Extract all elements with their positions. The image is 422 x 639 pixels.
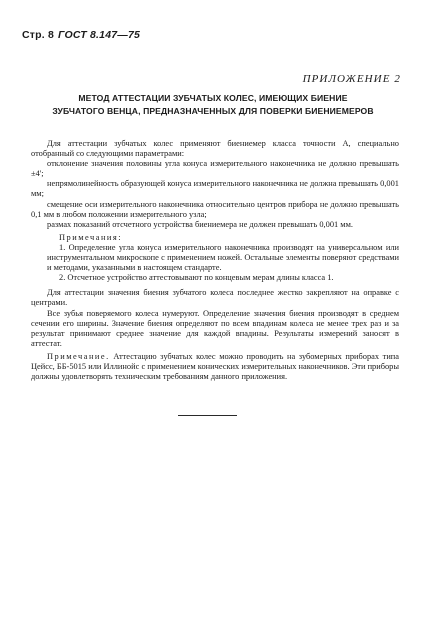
- paragraph-intro: Для аттестации зубчатых колес применяют биениемер класса точности А, специально отобранный со следующими параметрами:: [31, 139, 399, 159]
- title-line-2: ЗУБЧАТОГО ВЕНЦА, ПРЕДНАЗНАЧЕННЫХ ДЛЯ ПОВЕРКИ БИЕНИЕМЕРОВ: [52, 106, 374, 116]
- document-body: [31, 139, 399, 382]
- page-number: Стр. 8: [22, 29, 55, 41]
- standard-number: ГОСТ 8.147—75: [58, 29, 141, 41]
- notes-block: [31, 233, 399, 283]
- paragraph-readout-range: размах показаний отсчетного устройства биениемера не должен превышать 0,001 мм.: [47, 219, 353, 229]
- paragraph-measurement: Все зубья поверяемого колеса нумеруют. Определение значения биения производят в среднем сечении его ширины. Значение биения определяют по всем впадинам колеса не менее трех раз и за результат принимают среднее значение для каждой впадины. Результаты измерений заносят в аттестат.: [31, 308, 399, 348]
- page-header: [22, 29, 140, 41]
- paragraph-final-note: [31, 352, 399, 382]
- paragraph-angle-deviation: отклонение значения половины угла конуса измерительного наконечника не должно превышать ±4';: [31, 159, 399, 179]
- note-1: 1. Определение угла конуса измерительного наконечника производят на универсальном или инструментальном микроскопе с применением ножей. Остальные элементы поверяют средствами и методами, указанными в настоящем стандарте.: [47, 242, 399, 273]
- paragraph-mounting: Для аттестации значения биения зубчатого колеса последнее жестко закрепляют на оправке с центрами.: [31, 288, 399, 308]
- document-title: [48, 92, 378, 118]
- note-2: 2. Отсчетное устройство аттестовывают по концевым мерам длины класса 1.: [59, 273, 334, 283]
- paragraph-axis-offset: смещение оси измерительного наконечника относительно центров прибора не должно превышать 0,1 мм в любом положении измерительного узла;: [31, 199, 399, 219]
- end-rule: [178, 415, 237, 416]
- paragraph-straightness: непрямолинейность образующей конуса измерительного наконечника не должна превышать 0,001 мм;: [31, 179, 399, 199]
- notes-heading: Примечания:: [59, 232, 123, 242]
- title-line-1: МЕТОД АТТЕСТАЦИИ ЗУБЧАТЫХ КОЛЕС, ИМЕЮЩИХ БИЕНИЕ: [78, 93, 348, 103]
- final-note-label: Примечание.: [47, 351, 110, 361]
- final-note-text: Аттестацию зубчатых колес можно проводить на зубомерных приборах типа Цейсс, ББ-5015 или Иллинойс с применением конических измерительных наконечников. Эти приборы должны удовлетворять техническим требованиям данного приложения.: [31, 351, 399, 382]
- appendix-label: ПРИЛОЖЕНИЕ 2: [302, 73, 401, 85]
